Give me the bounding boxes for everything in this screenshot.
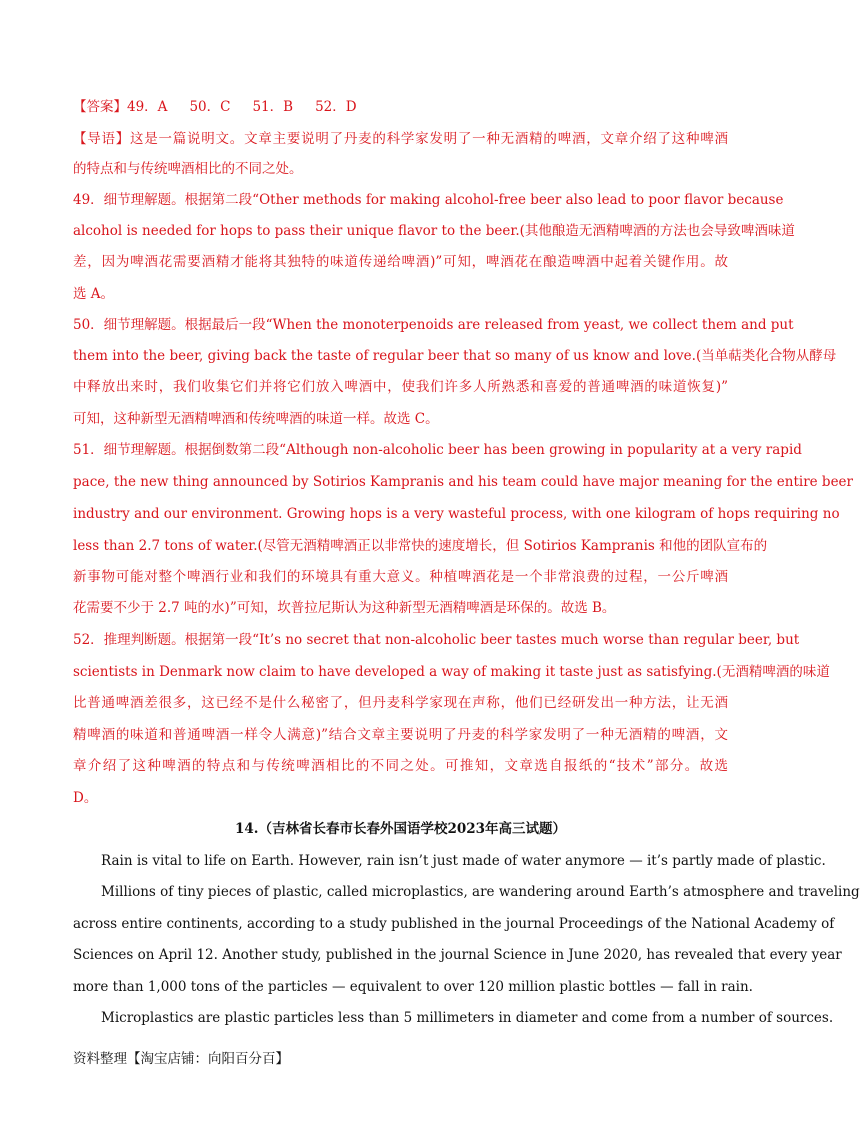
passage-paragraph-line: Rain is vital to life on Earth. However, rain isn’t just made of water anymore — it’s partly made of plastic. xyxy=(101,853,826,869)
answer-item: 52．D xyxy=(315,99,357,115)
explanation-51-line: 花需要不少于 2.7 吨的水)”可知，坎普拉尼斯认为这种新型无酒精啤酒是环保的。故选 B。 xyxy=(73,600,616,616)
explanation-52-line: D。 xyxy=(73,790,98,806)
passage-paragraph-line: more than 1,000 tons of the particles — equivalent to over 120 million plastic bottles — fall in rain. xyxy=(73,979,753,995)
section-title: 14.（吉林省长春市长春外国语学校2023年高三试题） xyxy=(234,821,567,837)
guide-line: 的特点和与传统啤酒相比的不同之处。 xyxy=(73,161,303,177)
explanation-52-line: 52．推理判断题。根据第一段“It’s no secret that non-alcoholic beer tastes much worse than regular beer, but xyxy=(73,632,800,648)
explanation-52-line: scientists in Denmark now claim to have developed a way of making it taste just as satisfying.(无酒精啤酒的味道 xyxy=(73,664,830,680)
explanation-52-line: 章介绍了这种啤酒的特点和与传统啤酒相比的不同之处。可推知，文章选自报纸的“技术”部分。故选 xyxy=(73,758,728,774)
passage-paragraph-line: Microplastics are plastic particles less than 5 millimeters in diameter and come from a number of sources. xyxy=(101,1010,834,1026)
passage-paragraph-line: Sciences on April 12. Another study, published in the journal Science in June 2020, has revealed that every year xyxy=(73,947,842,963)
answer-item: 49．A xyxy=(127,99,168,115)
passage-paragraph-line: across entire continents, according to a study published in the journal Proceedings of the National Academy of xyxy=(73,916,835,932)
explanation-50-line: 可知，这种新型无酒精啤酒和传统啤酒的味道一样。故选 C。 xyxy=(73,411,439,427)
explanation-51-line: less than 2.7 tons of water.(尽管无酒精啤酒正以非常快的速度增长，但 Sotirios Kampranis 和他的团队宣布的 xyxy=(73,538,768,554)
explanation-50-line: them into the beer, giving back the taste of regular beer that so many of us know and love.(当单萜类化合物从酵母 xyxy=(73,348,837,364)
answer-item: 51．B xyxy=(252,99,294,115)
explanation-50-line: 50．细节理解题。根据最后一段“When the monoterpenoids are released from yeast, we collect them and put xyxy=(73,317,794,333)
explanation-49-line: 49．细节理解题。根据第二段“Other methods for making alcohol-free beer also lead to poor flavor because xyxy=(73,192,784,208)
explanation-49-line: 差，因为啤酒花需要酒精才能将其独特的味道传递给啤酒)”可知，啤酒花在酿造啤酒中起着关键作用。故 xyxy=(73,254,728,270)
answer-line xyxy=(73,98,728,116)
explanation-51-line: industry and our environment. Growing hops is a very wasteful process, with one kilogram of hops requiring no xyxy=(73,506,840,522)
explanation-50-line: 中释放出来时，我们收集它们并将它们放入啤酒中，使我们许多人所熟悉和喜爱的普通啤酒的味道恢复)” xyxy=(73,379,728,395)
explanation-49-line: 选 A。 xyxy=(73,286,115,302)
page-footer: 资料整理【淘宝店铺：向阳百分百】 xyxy=(73,1051,289,1067)
passage-paragraph-line: Millions of tiny pieces of plastic, called microplastics, are wandering around Earth’s atmosphere and traveling xyxy=(101,884,860,900)
explanation-52-line: 精啤酒的味道和普通啤酒一样令人满意)”结合文章主要说明了丹麦的科学家发明了一种无酒精的啤酒，文 xyxy=(73,727,728,743)
answer-item: 50．C xyxy=(189,99,231,115)
answer-label: 【答案】 xyxy=(73,99,127,115)
guide-line: 【导语】这是一篇说明文。文章主要说明了丹麦的科学家发明了一种无酒精的啤酒，文章介绍了这种啤酒 xyxy=(73,131,728,147)
explanation-51-line: pace, the new thing announced by Sotirios Kampranis and his team could have major meaning for the entire beer xyxy=(73,474,854,490)
explanation-49-line: alcohol is needed for hops to pass their unique flavor to the beer.(其他酿造无酒精啤酒的方法也会导致啤酒味道 xyxy=(73,223,795,239)
explanation-52-line: 比普通啤酒差很多，这已经不是什么秘密了，但丹麦科学家现在声称，他们已经研发出一种方法，让无酒 xyxy=(73,695,728,711)
explanation-51-line: 新事物可能对整个啤酒行业和我们的环境具有重大意义。种植啤酒花是一个非常浪费的过程，一公斤啤酒 xyxy=(73,569,728,585)
explanation-51-line: 51．细节理解题。根据倒数第二段“Although non-alcoholic beer has been growing in popularity at a very rapid xyxy=(73,442,802,458)
